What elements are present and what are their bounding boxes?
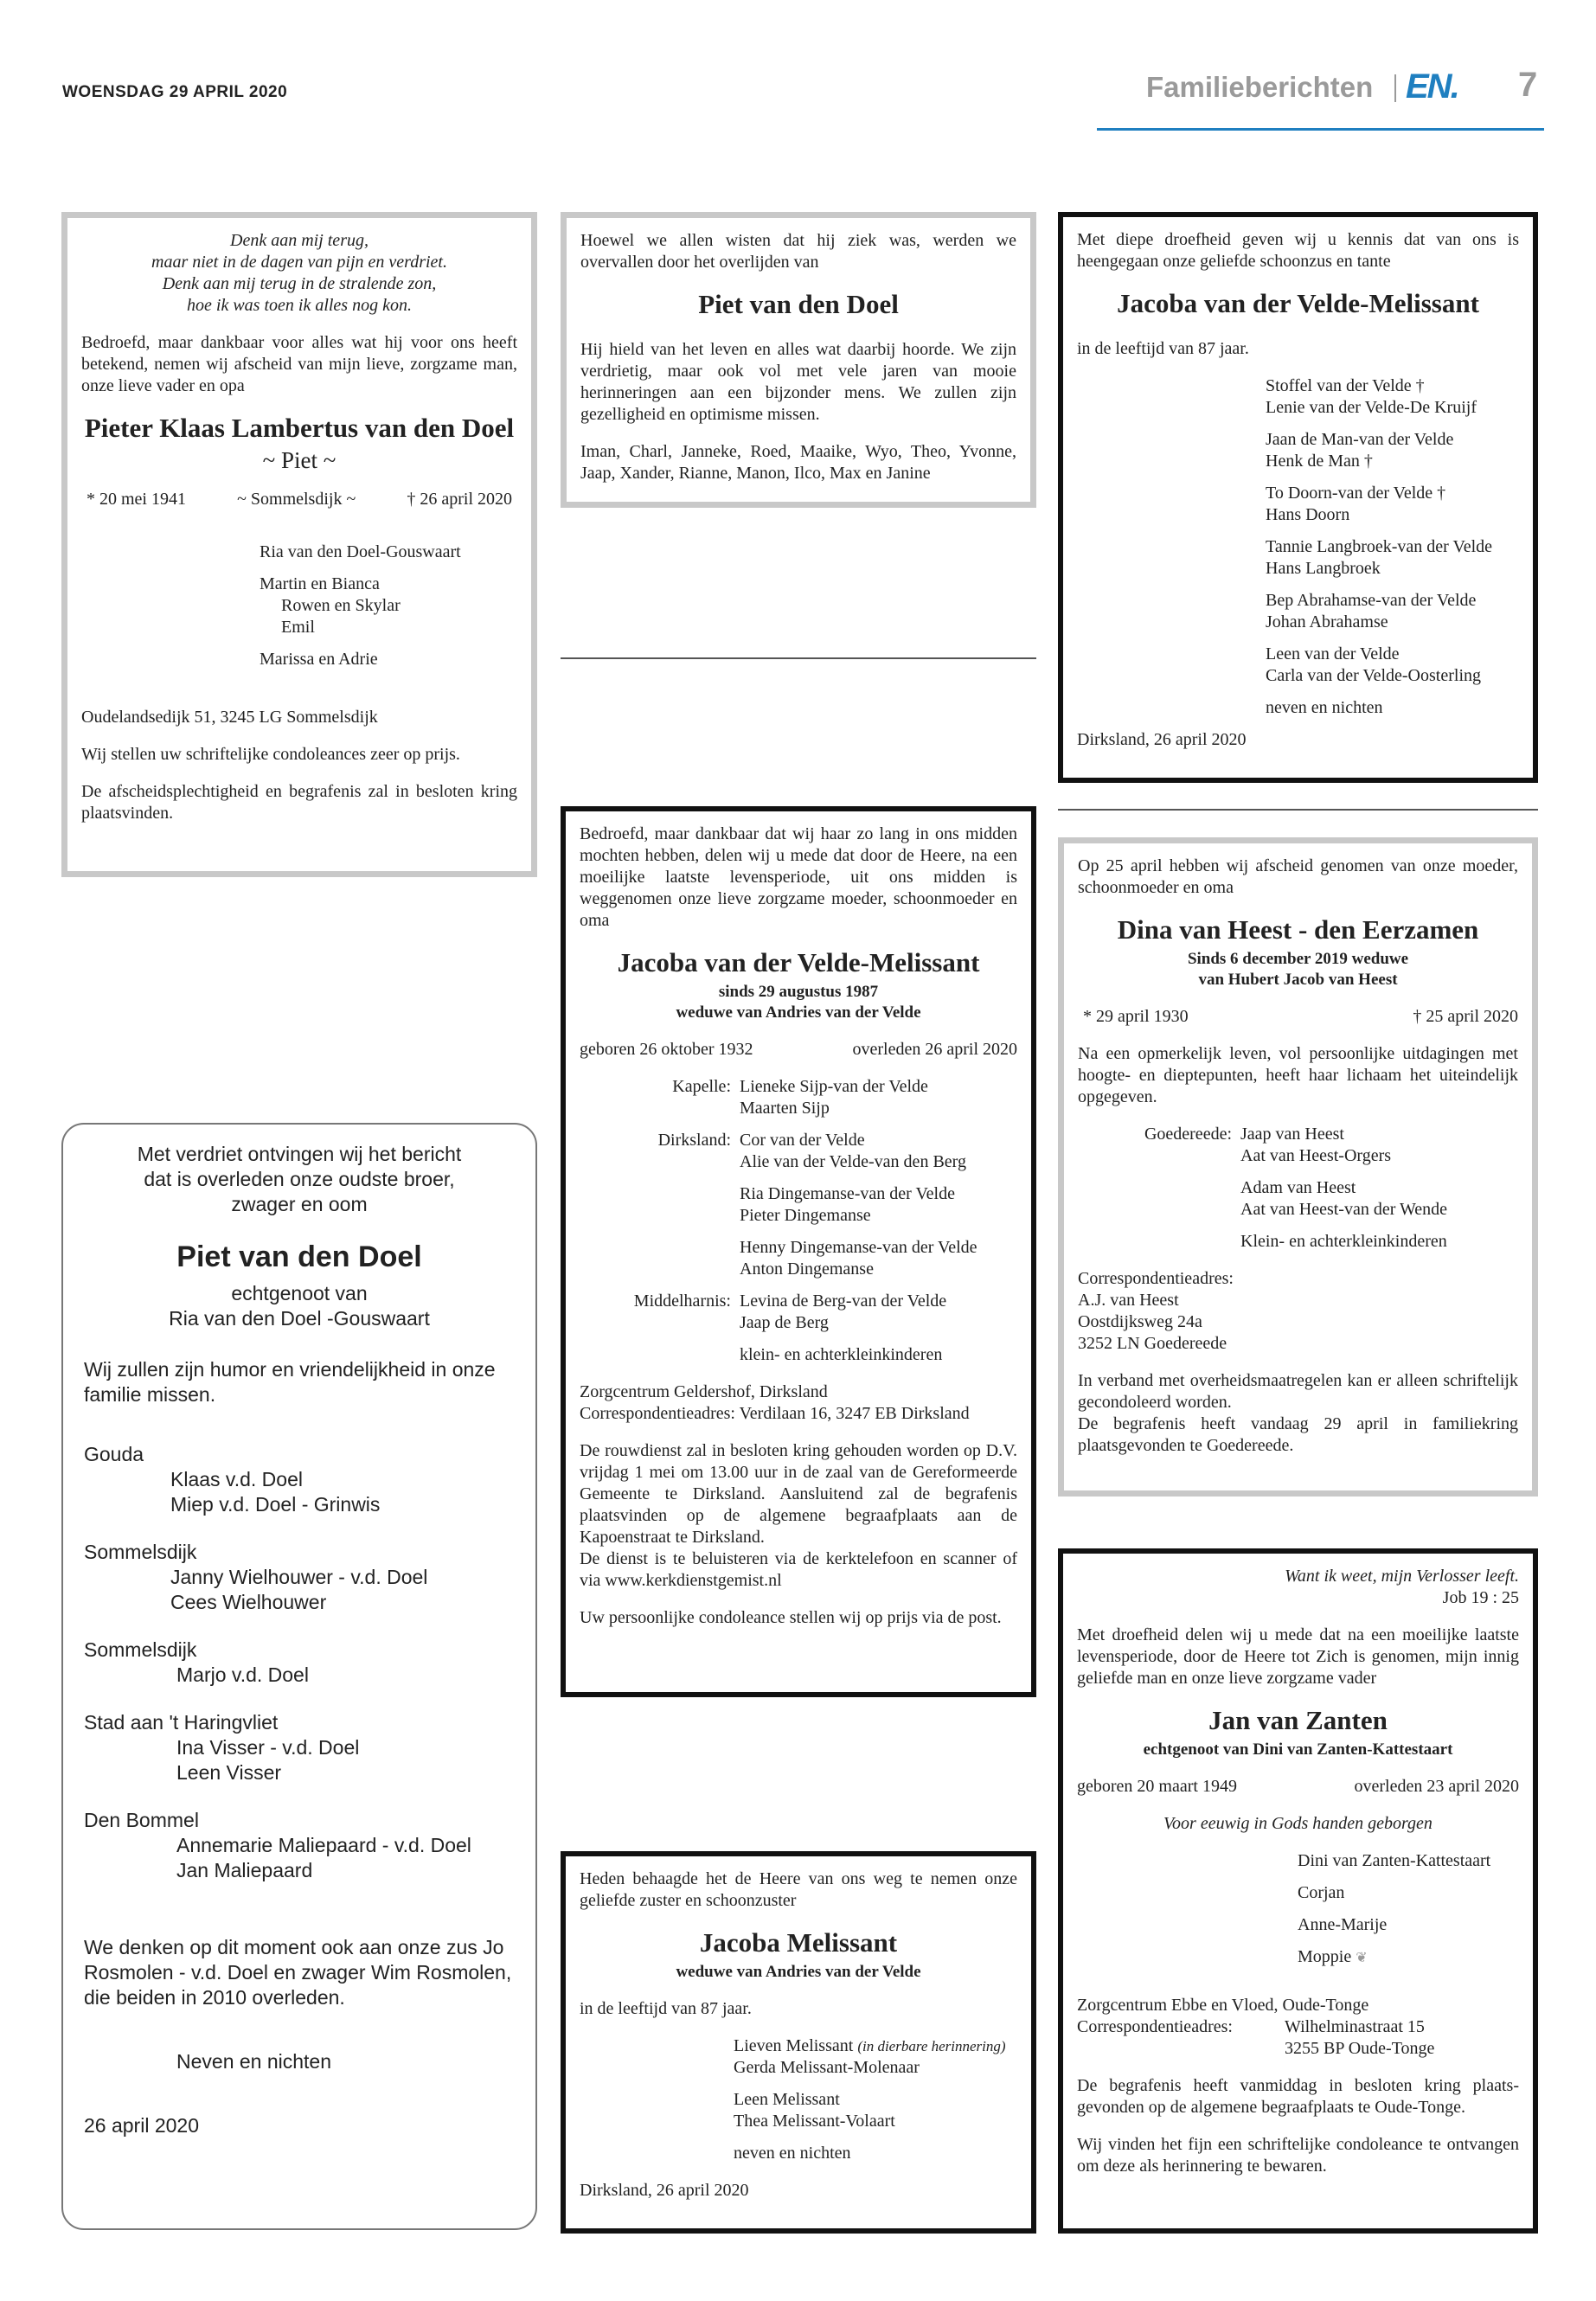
relative: Johan Abrahamse (1266, 612, 1388, 631)
relative: Alie van der Velde-van den Berg (740, 1152, 966, 1171)
life-dates (580, 1039, 1017, 1061)
relatives-list (1077, 375, 1519, 719)
body-text: Hij hield van het leven en alles wat daarbij hoorde. We zijn verdrietig, maar ook vol met vele jaren van mooie herinneringen aan een bijzonder mens. We zullen zijn gezelligheid en optimisme missen. (580, 340, 1016, 424)
deceased-name: Dina van Heest - den Eerzamen (1117, 914, 1479, 945)
deceased-name: Pieter Klaas Lambertus van den Doel (84, 413, 515, 443)
intro-text (84, 1142, 515, 1217)
place-label: Goedereede: (1144, 1125, 1232, 1144)
relative-group (1266, 429, 1519, 472)
death-notice-jacoba-melissant (561, 1851, 1036, 2234)
relative: Maarten Sijp (740, 1099, 830, 1118)
correspondence-line: 3255 BP Oude-Tonge (1285, 2039, 1435, 2058)
age: in de leeftijd van 87 jaar. (580, 1999, 752, 2018)
relative: Moppie (1298, 1947, 1352, 1966)
intro-text: Met droefheid delen wij u mede dat na een moeilijke laatste levensperiode, door de Heere tot Zich is genomen, mijn innig geliefde man en onze lieve zorgzame vader (1077, 1625, 1519, 1688)
intro-text: Bedroefd, maar dankbaar dat wij haar zo lang in ons midden mochten hebben, delen wij u mede dat door de Heere, na een moeilijke laatste levensperiode, uit ons midden is weggenomen onze lieve zorgzame moeder, schoonmoeder en oma (580, 824, 1017, 930)
page-number: 7 (1518, 66, 1538, 104)
place-label: Kapelle: (672, 1077, 731, 1096)
relative: Thea Melissant-Volaart (734, 2112, 895, 2131)
correspondence-label: Correspondentieadres: (1078, 1269, 1234, 1288)
body-text: Wij zullen zijn humor en vriendelijkheid in onze familie missen. (84, 1358, 496, 1406)
relative: Tannie Langbroek-van der Velde (1266, 537, 1493, 556)
relatives-list (580, 2035, 1017, 2164)
death-notice-jacoba-van-der-velde-family (561, 806, 1036, 1697)
life-dates (81, 489, 517, 510)
relative: Anton Dingemanse (740, 1259, 874, 1279)
relative: Adam van Heest (1240, 1178, 1356, 1197)
condolence-note: Wij stellen uw schriftelijke condoleances zeer op prijs. (81, 745, 460, 764)
bible-quote: Want ik weet, mijn Verlosser leeft. (1285, 1567, 1519, 1586)
relative: Miep v.d. Doel - Grinwis (170, 1493, 381, 1516)
life-dates (1077, 1776, 1519, 1798)
spouse-of: echtgenoot van Dini van Zanten-Kattestaart (1143, 1740, 1453, 1759)
relative: Levina de Berg-van der Velde (740, 1292, 947, 1311)
poem-line: Denk aan mij terug, (230, 231, 369, 250)
relative-group (1266, 483, 1519, 526)
death-notice-pieter-van-den-doel (61, 212, 537, 877)
place-group (580, 1130, 1017, 1291)
widow-of: van Hubert Jacob van Heest (1198, 971, 1398, 989)
broadcast-note: De dienst is te beluisteren via de kerktelefoon en scanner of via www.kerkdienstgemist.nl (580, 1549, 1017, 1590)
death-notice-piet-van-den-doel-siblings (61, 1123, 537, 2230)
place-group (580, 1291, 1017, 1366)
age: in de leeftijd van 87 jaar. (1077, 339, 1249, 358)
relative: Lieven Melissant (734, 2036, 854, 2055)
deceased-name: Jan van Zanten (1208, 1705, 1388, 1735)
place-date: 26 april 2020 (84, 2114, 199, 2137)
relative: Jaan de Man-van der Velde (1266, 430, 1454, 449)
birth-place: ~ Sommelsdijk ~ (237, 490, 356, 509)
intro-line: dat is overleden onze oudste broer, (144, 1168, 455, 1190)
place-label: Sommelsdijk (84, 1638, 197, 1661)
relative: Cees Wielhouwer (170, 1591, 327, 1613)
correspondence-address: Correspondentieadres: Verdilaan 16, 3247 EB Dirksland (580, 1404, 970, 1423)
place-label: Stad aan 't Haringvliet (84, 1711, 279, 1734)
relative-group (1266, 697, 1519, 719)
death-date: overleden 26 april 2020 (852, 1040, 1017, 1059)
motto: Voor eeuwig in Gods handen geborgen (1163, 1814, 1433, 1833)
separator-line (1058, 809, 1538, 811)
poem-line: Denk aan mij terug in de stralende zon, (162, 274, 437, 293)
funeral-note: De begrafenis heeft vandaag 29 april in familiekring plaatsgevonden te Goedereede. (1078, 1414, 1518, 1455)
death-notice-jacoba-van-der-velde-inlaws (1058, 212, 1538, 783)
life-dates (1078, 1006, 1518, 1028)
header-divider (1394, 74, 1396, 102)
notice-text: In verband met overheidsmaatregelen kan er alleen schriftelijk gecondoleerd worden. (1078, 1371, 1518, 1412)
relative: Corjan (1298, 1883, 1345, 1902)
relative: neven en nichten (734, 2144, 851, 2163)
death-notice-piet-van-den-doel-friends (561, 212, 1036, 508)
relative: Marjo v.d. Doel (176, 1663, 309, 1686)
relative: Henny Dingemanse-van der Velde (740, 1238, 977, 1257)
relative: Leen Visser (176, 1761, 282, 1784)
widow-of: weduwe van Andries van der Velde (676, 1963, 921, 1981)
relative: Dini van Zanten-Kattestaart (1298, 1851, 1491, 1870)
spouse-name: Ria van den Doel -Gouswaart (169, 1307, 430, 1330)
relatives-list (81, 542, 517, 670)
funeral-note: De begrafenis heeft vanmiddag in besloten kring plaats-gevonden op de algemene begraafplaats te Oude-Tonge. (1077, 2076, 1519, 2117)
poem-line: hoe ik was toen ik alles nog kon. (187, 296, 412, 315)
spouse-label: echtgenoot van (231, 1282, 368, 1304)
correspondence-line: 3252 LN Goedereede (1078, 1334, 1227, 1353)
relative: Leen van der Velde (1266, 644, 1400, 663)
relative: Aat van Heest-van der Wende (1240, 1200, 1448, 1219)
section-title: Familieberichten (1146, 71, 1374, 103)
correspondence-label: Correspondentieadres: (1077, 2017, 1233, 2036)
correspondence-block (1077, 2016, 1519, 2060)
relative: Gerda Melissant-Molenaar (734, 2058, 920, 2077)
deceased-name: Jacoba Melissant (699, 1927, 898, 1958)
place-label: Dirksland: (657, 1131, 731, 1150)
deceased-name: Piet van den Doel (176, 1240, 422, 1273)
death-notice-dina-van-heest (1058, 837, 1538, 1497)
nickname: ~ Piet ~ (262, 447, 337, 473)
death-date: † 26 april 2020 (407, 490, 512, 509)
intro-text: Hoewel we allen wisten dat hij ziek was, werden we overvallen door het overlijden van (580, 231, 1016, 272)
birth-date: geboren 26 oktober 1932 (580, 1040, 753, 1059)
place-group (84, 1710, 515, 1785)
place-date: Dirksland, 26 april 2020 (580, 2181, 749, 2200)
header-rule (1097, 128, 1544, 131)
separator-line (561, 657, 1036, 659)
place-date: Dirksland, 26 april 2020 (1077, 730, 1247, 749)
intro-text: Met diepe droefheid geven wij u kennis dat van ons is heengegaan onze geliefde schoonzus en tante (1077, 230, 1519, 271)
since-date: Sinds 6 december 2019 weduwe (1187, 950, 1409, 968)
relative: Emil (281, 618, 315, 637)
condolence-note: Wij vinden het fijn een schriftelijke condoleance te ontvangen om deze als herinnering te bewaren. (1077, 2135, 1519, 2176)
relative: Anne-Marije (1298, 1915, 1388, 1934)
intro-text: Heden behaagde het de Heere van ons weg te nemen onze geliefde zuster en schoonzuster (580, 1869, 1017, 1910)
since-date: sinds 29 augustus 1987 (718, 983, 879, 1001)
intro-line: Met verdriet ontvingen wij het bericht (137, 1143, 462, 1165)
relative: Jan Maliepaard (176, 1859, 313, 1881)
relative: Klaas v.d. Doel (170, 1468, 303, 1490)
relative-group (1266, 644, 1519, 687)
place-group (84, 1540, 515, 1615)
intro-text: Op 25 april hebben wij afscheid genomen van onze moeder, schoonmoeder en oma (1078, 856, 1518, 897)
place-label: Gouda (84, 1443, 144, 1465)
deceased-name: Piet van den Doel (698, 289, 899, 319)
bible-reference: Job 19 : 25 (1442, 1588, 1519, 1607)
relatives-list (580, 1076, 1017, 1366)
publication-date: WOENSDAG 29 APRIL 2020 (62, 83, 288, 101)
place-label: Middelharnis: (633, 1292, 731, 1311)
address: Oudelandsedijk 51, 3245 LG Sommelsdijk (81, 708, 378, 727)
relative-group (1266, 590, 1519, 633)
condolence-note: Uw persoonlijke condoleance stellen wij op prijs via de post. (580, 1608, 1002, 1627)
relative: Cor van der Velde (740, 1131, 865, 1150)
relative: Jaap van Heest (1240, 1125, 1344, 1144)
intro-text: Bedroefd, maar dankbaar voor alles wat hij voor ons heeft betekend, nemen wij afscheid van mijn lieve, zorgzame man, onze lieve vader en opa (81, 333, 517, 395)
poem-line: maar niet in de dagen van pijn en verdriet. (151, 253, 447, 272)
birth-date: * 29 april 1930 (1083, 1007, 1189, 1026)
family-list (84, 1442, 515, 1883)
relative: Henk de Man † (1266, 452, 1373, 471)
relative: Martin en Bianca (260, 574, 380, 593)
relative: To Doorn-van der Velde † (1266, 484, 1446, 503)
death-date: † 25 april 2020 (1413, 1007, 1518, 1026)
relative: Ria Dingemanse-van der Velde (740, 1184, 955, 1203)
paw-icon: ❦ (1356, 1951, 1368, 1965)
funeral-note: De afscheidsplechtigheid en begrafenis zal in besloten kring plaatsvinden. (81, 782, 517, 823)
relative: Lieneke Sijp-van der Velde (740, 1077, 928, 1096)
death-notice-jan-van-zanten (1058, 1548, 1538, 2234)
birth-date: * 20 mei 1941 (87, 490, 186, 509)
service-note: De rouwdienst zal in besloten kring gehouden worden op D.V. vrijdag 1 mei om 13.00 uur in de zaal van de Gereformeerde Gemeente te Dirksland. Aansluitend zal de begrafenis plaatsvinden op de algemene begraafplaats aan de Kapoenstraat te Dirksland. (580, 1441, 1017, 1547)
body-text: Na een opmerkelijk leven, vol persoonlijke uitdagingen met hoogte- en dieptepunten, heeft haar lichaam het uiteindelijk opgegeven. (1078, 1044, 1518, 1106)
place-group (84, 1442, 515, 1517)
address: Zorgcentrum Geldershof, Dirksland (580, 1382, 828, 1401)
relative: neven en nichten (1266, 698, 1383, 717)
relative: Jaap de Berg (740, 1313, 829, 1332)
relative: Hans Doorn (1266, 505, 1350, 524)
relative: Ina Visser - v.d. Doel (176, 1736, 360, 1759)
relative: Leen Melissant (734, 2090, 840, 2109)
relative: Klein- en achterkleinkinderen (1240, 1232, 1447, 1251)
relative: Carla van der Velde-Oosterling (1266, 666, 1481, 685)
relative: Janny Wielhouwer - v.d. Doel (170, 1566, 428, 1588)
relatives-list (1077, 1850, 1519, 1969)
birth-date: geboren 20 maart 1949 (1077, 1777, 1237, 1796)
poem (81, 230, 517, 317)
correspondence-line: A.J. van Heest (1078, 1291, 1179, 1310)
relative-group (1266, 375, 1519, 419)
relative: Pieter Dingemanse (740, 1206, 871, 1225)
place-group (84, 1638, 515, 1688)
relative: Hans Langbroek (1266, 559, 1381, 578)
memory-text: We denken op dit moment ook aan onze zus Jo Rosmolen - v.d. Doel en zwager Wim Rosmolen, die beiden in 2010 overleden. (84, 1936, 512, 2009)
place-label: Den Bommel (84, 1809, 199, 1831)
nephews-nieces: Neven en nichten (176, 2050, 332, 2073)
widow-of: weduwe van Andries van der Velde (676, 1003, 921, 1022)
logo[interactable]: EN. (1406, 67, 1458, 106)
relative: Aat van Heest-Orgers (1240, 1146, 1392, 1165)
relative-note: (in dierbare herinnering) (857, 2038, 1006, 2054)
signers: Iman, Charl, Janneke, Roed, Maaike, Wyo, Theo, Yvonne, Jaap, Xander, Rianne, Manon, Ilco, Max en Janine (580, 442, 1016, 483)
place-group (580, 1076, 1017, 1119)
relative: Annemarie Maliepaard - v.d. Doel (176, 1834, 471, 1856)
relative: Bep Abrahamse-van der Velde (1266, 591, 1477, 610)
relative: Ria van den Doel-Gouswaart (260, 542, 461, 561)
relative: Rowen en Skylar (281, 596, 401, 615)
place-label: Sommelsdijk (84, 1541, 197, 1563)
relative: Lenie van der Velde-De Kruijf (1266, 398, 1477, 417)
place-group (84, 1808, 515, 1883)
relative: Marissa en Adrie (260, 650, 378, 669)
relative-group (1266, 536, 1519, 580)
relative: klein- en achterkleinkinderen (740, 1345, 943, 1364)
intro-line: zwager en oom (231, 1193, 368, 1215)
deceased-name: Jacoba van der Velde-Melissant (617, 947, 980, 977)
address: Zorgcentrum Ebbe en Vloed, Oude-Tonge (1077, 1996, 1369, 2015)
place-group (1078, 1124, 1518, 1253)
relative: Stoffel van der Velde † (1266, 376, 1425, 395)
correspondence-line: Wilhelminastraat 15 (1285, 2017, 1425, 2036)
deceased-name: Jacoba van der Velde-Melissant (1117, 288, 1479, 318)
death-date: overleden 23 april 2020 (1354, 1777, 1519, 1796)
correspondence-line: Oostdijksweg 24a (1078, 1312, 1202, 1331)
